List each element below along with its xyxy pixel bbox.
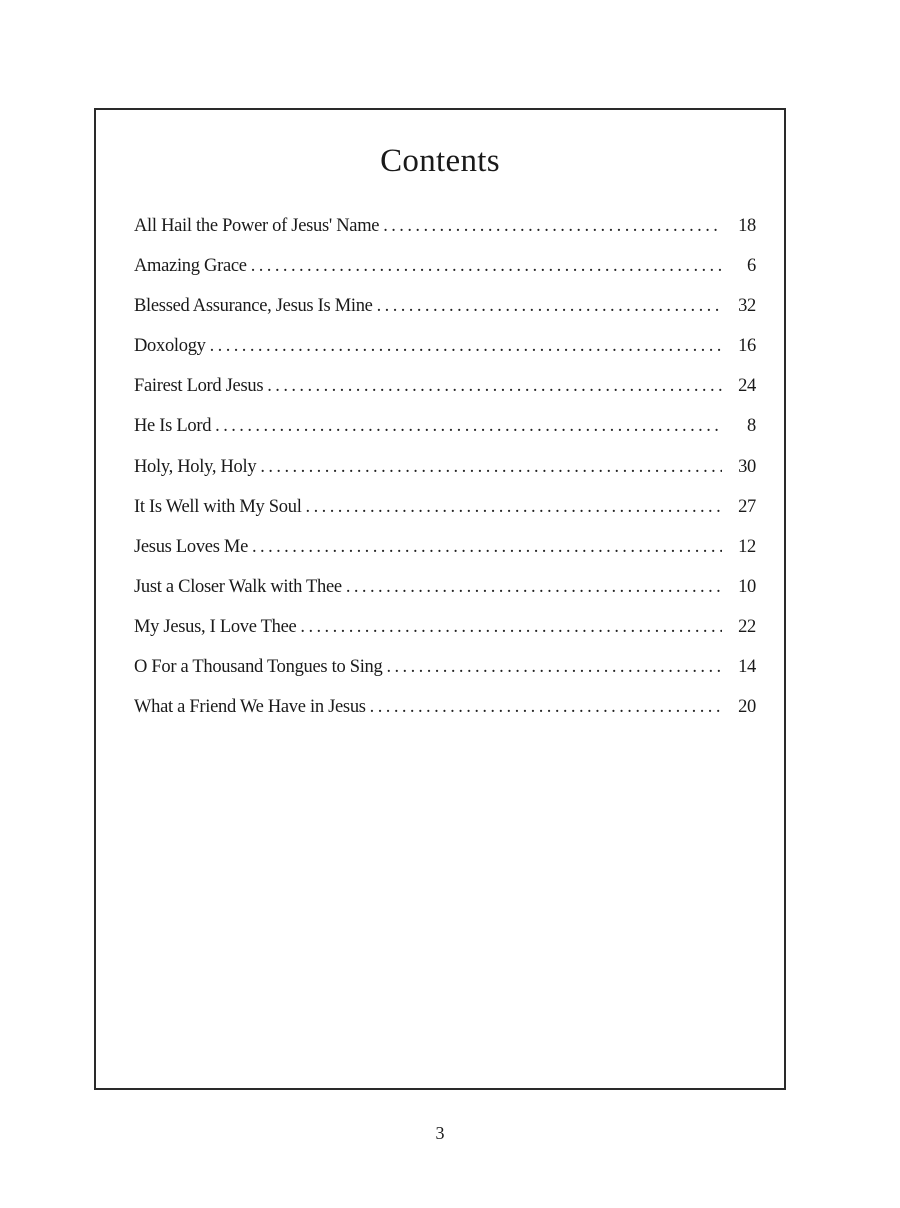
toc-entry-title: O For a Thousand Tongues to Sing <box>134 657 383 678</box>
toc-entry-title: Holy, Holy, Holy <box>134 456 257 477</box>
toc-entry[interactable] <box>134 256 756 296</box>
toc-entry-page: 6 <box>747 256 756 277</box>
toc-entry[interactable] <box>134 216 756 256</box>
toc-entry-page: 30 <box>738 456 756 477</box>
dot-leader <box>370 697 722 718</box>
toc-entry-title: My Jesus, I Love Thee <box>134 616 297 637</box>
toc-entry-page: 20 <box>738 697 756 718</box>
dot-leader <box>300 617 722 638</box>
dot-leader <box>346 577 722 598</box>
toc-entry[interactable] <box>134 697 756 737</box>
toc-entry-title: What a Friend We Have in Jesus <box>134 697 366 718</box>
toc-entry-page: 10 <box>738 576 756 597</box>
dot-leader <box>377 296 722 317</box>
page-number: 3 <box>435 1123 445 1143</box>
toc-entry-title: Fairest Lord Jesus <box>134 376 264 397</box>
dot-leader <box>210 336 722 357</box>
toc-entry[interactable] <box>134 537 756 577</box>
toc-entry[interactable] <box>134 457 756 497</box>
toc-entry-page: 27 <box>738 496 756 517</box>
toc-entry-page: 14 <box>738 657 756 678</box>
toc-entry-page: 32 <box>738 296 756 317</box>
toc-entry-title: Doxology <box>134 336 206 357</box>
toc-entry[interactable] <box>134 577 756 617</box>
toc-entry-page: 24 <box>738 376 756 397</box>
toc-entry-page: 12 <box>738 536 756 557</box>
toc-entry-page: 18 <box>738 216 756 236</box>
toc-entry[interactable] <box>134 296 756 336</box>
toc-entry-page: 22 <box>738 616 756 637</box>
dot-leader <box>215 416 722 437</box>
toc-entry[interactable] <box>134 416 756 456</box>
dot-leader <box>306 497 722 518</box>
toc-entry-page: 8 <box>747 416 756 437</box>
dot-leader <box>251 256 722 277</box>
dot-leader <box>252 537 722 558</box>
toc-entry[interactable] <box>134 376 756 416</box>
page-title: Contents <box>380 143 500 179</box>
contents-frame <box>94 108 786 1090</box>
toc-entry[interactable] <box>134 336 756 376</box>
dot-leader <box>383 216 722 237</box>
toc-entry-title: Blessed Assurance, Jesus Is Mine <box>134 296 373 317</box>
toc-entry-title: Jesus Loves Me <box>134 536 248 557</box>
toc-entry-title: It Is Well with My Soul <box>134 496 302 517</box>
toc-entry-title: All Hail the Power of Jesus' Name <box>134 216 380 236</box>
dot-leader <box>267 376 722 397</box>
toc-entry-title: He Is Lord <box>134 416 212 437</box>
dot-leader <box>386 657 722 678</box>
dot-leader <box>260 457 722 478</box>
toc-entry-title: Just a Closer Walk with Thee <box>134 576 342 597</box>
toc-entry-title: Amazing Grace <box>134 256 247 277</box>
table-of-contents <box>134 216 756 737</box>
toc-entry[interactable] <box>134 657 756 697</box>
toc-entry[interactable] <box>134 497 756 537</box>
toc-entry[interactable] <box>134 617 756 657</box>
toc-entry-page: 16 <box>738 336 756 357</box>
